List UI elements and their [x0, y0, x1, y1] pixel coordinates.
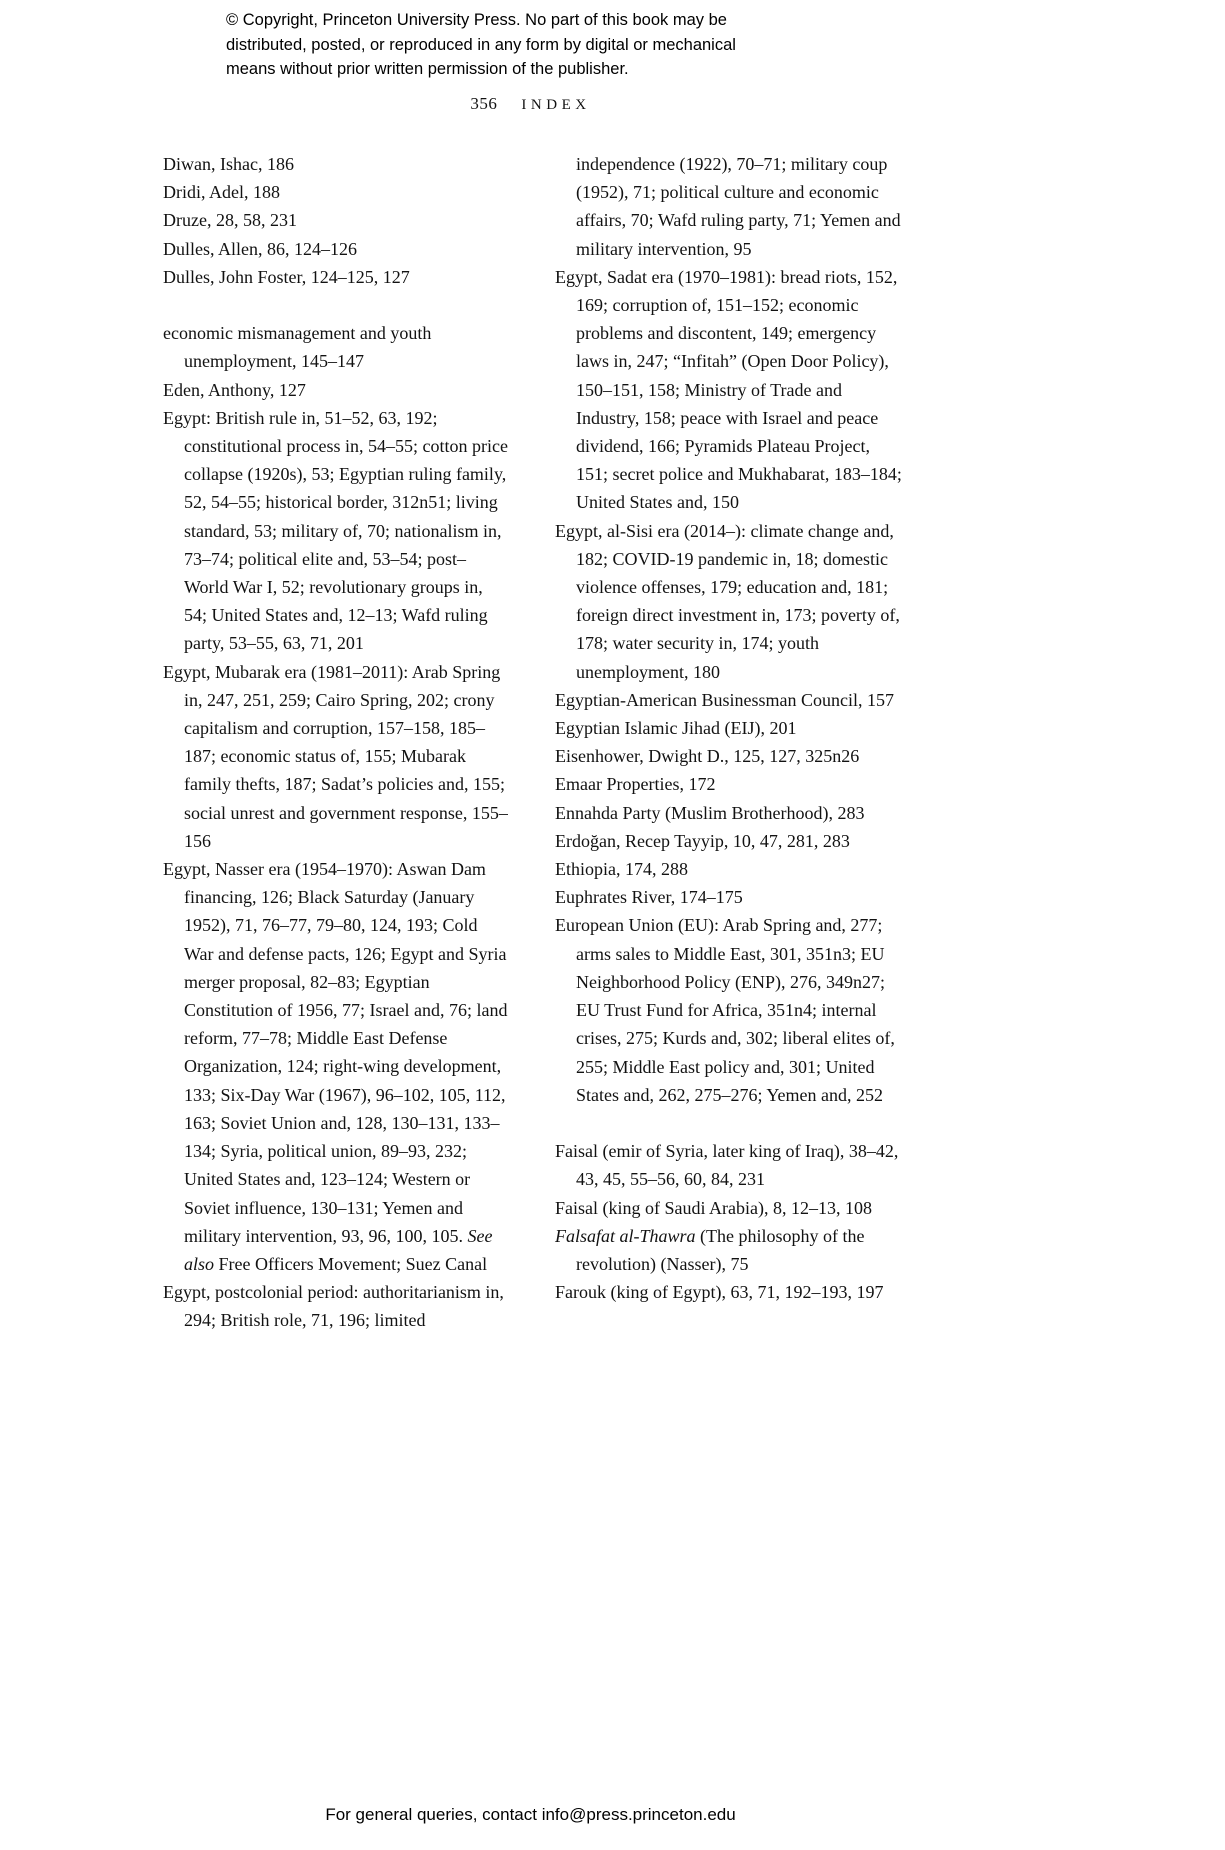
page-number: 356	[470, 94, 498, 113]
index-entry-text: Ennahda Party (Muslim Brotherhood), 283	[555, 802, 865, 823]
index-entry	[555, 855, 902, 883]
index-entry	[163, 658, 510, 855]
index-entry-text: Egyptian Islamic Jihad (EIJ), 201	[555, 718, 797, 739]
index-entry-text: Free Officers Movement; Suez Canal	[214, 1253, 488, 1274]
index-entry	[163, 178, 510, 206]
index-entry	[555, 1194, 902, 1222]
index-entry	[163, 319, 510, 375]
copyright-notice	[226, 8, 736, 82]
index-entry	[555, 883, 902, 911]
index-entry	[163, 376, 510, 404]
index-entry-text-italic: See also	[184, 1225, 493, 1274]
index-entry-text: Egypt: British rule in, 51–52, 63, 192; constitutional process in, 54–55; cotton price collapse (1920s), 53; Egyptian ruling family, 52, 54–55; historical border, 312n51; living standard, 53; military of, 70; nationalism in, 73–74; political elite and, 53–54; post–World War I, 52; revolutionary groups in, 54; United States and, 12–13; Wafd ruling party, 53–55, 63, 71, 201	[163, 407, 508, 654]
index-entry	[555, 911, 902, 1108]
index-entry-text: Diwan, Ishac, 186	[163, 154, 294, 174]
index-entry-text: Faisal (emir of Syria, later king of Iraq), 38–42, 43, 45, 55–56, 60, 84, 231	[555, 1141, 899, 1190]
index-entry-text: European Union (EU): Arab Spring and, 277; arms sales to Middle East, 301, 351n3; EU Neighborhood Policy (ENP), 276, 349n27; EU Trust Fund for Africa, 351n4; internal crises, 275; Kurds and, 302; liberal elites of, 255; Middle East policy and, 301; United States and, 262, 275–276; Yemen and, 252	[555, 915, 895, 1105]
index-entry-text: Dridi, Adel, 188	[163, 182, 280, 203]
index-entry-text: Faisal (king of Saudi Arabia), 8, 12–13, 108	[555, 1197, 872, 1218]
index-entry	[163, 206, 510, 234]
index-entry	[555, 770, 902, 798]
index-entry	[163, 1278, 510, 1334]
copyright-line-2: distributed, posted, or reproduced in any form by digital or mechanical	[226, 35, 736, 54]
index-entry-text: Dulles, John Foster, 124–125, 127	[163, 266, 410, 287]
index-entry	[555, 263, 902, 517]
index-entry	[555, 714, 902, 742]
index-column-right	[555, 150, 902, 1335]
index-entry-text: (The philosophy of the revolution) (Nasser), 75	[576, 1225, 865, 1274]
index-entry-text: Eden, Anthony, 127	[163, 379, 306, 400]
index-column-left	[163, 150, 510, 1335]
index-entry	[163, 235, 510, 263]
index-entry-text: Eisenhower, Dwight D., 125, 127, 325n26	[555, 746, 860, 767]
copyright-line-1: © Copyright, Princeton University Press. No part of this book may be	[226, 11, 727, 29]
index-entry-text: Emaar Properties, 172	[555, 774, 716, 795]
index-entry	[555, 827, 902, 855]
index-entry	[555, 742, 902, 770]
index-entry	[555, 1222, 902, 1278]
index-entry-text: Egyptian-American Businessman Council, 157	[555, 689, 894, 710]
copyright-line-3: means without prior written permission of the publisher.	[226, 60, 629, 78]
index-entry	[555, 150, 902, 263]
index-heading: INDEX	[521, 97, 591, 113]
index-entry-text: economic mismanagement and youth unemployment, 145–147	[163, 323, 432, 372]
index-entry	[163, 855, 510, 1278]
index-entry-text: independence (1922), 70–71; military coup (1952), 71; political culture and economic affairs, 70; Wafd ruling party, 71; Yemen and military intervention, 95	[576, 154, 901, 259]
index-entry-text: Egypt, al-Sisi era (2014–): climate change and, 182; COVID-19 pandemic in, 18; domestic violence offenses, 179; education and, 181; foreign direct investment in, 173; poverty of, 178; water security in, 174; youth unemployment, 180	[555, 520, 900, 682]
index-entry-text: Egypt, Mubarak era (1981–2011): Arab Spring in, 247, 251, 259; Cairo Spring, 202; crony capitalism and corruption, 157–158, 185–187; economic status of, 155; Mubarak family thefts, 187; Sadat’s policies and, 155; social unrest and government response, 155–156	[163, 661, 508, 851]
index-entry-text: Erdoğan, Recep Tayyip, 10, 47, 281, 283	[555, 830, 850, 851]
index-entry	[163, 263, 510, 291]
index-entry-text: Ethiopia, 174, 288	[555, 859, 688, 880]
index-entry	[555, 686, 902, 714]
index-entry	[555, 517, 902, 686]
index-entry-text: Egypt, Sadat era (1970–1981): bread riots, 152, 169; corruption of, 151–152; economic problems and discontent, 149; emergency laws in, 247; “Infitah” (Open Door Policy), 150–151, 158; Ministry of Trade and Industry, 158; peace with Israel and peace dividend, 166; Pyramids Plateau Project, 151; secret police and Mukhabarat, 183–184; United States and, 150	[555, 266, 902, 513]
footer-contact: For general queries, contact info@press.princeton.edu	[325, 1805, 736, 1824]
index-entry	[555, 1137, 902, 1193]
page-header	[163, 94, 898, 114]
index-entry	[163, 404, 510, 658]
index-entry	[163, 150, 510, 178]
index-entry-text: Egypt, postcolonial period: authoritarianism in, 294; British role, 71, 196; limited	[163, 1282, 504, 1331]
index-entry-text: Egypt, Nasser era (1954–1970): Aswan Dam financing, 126; Black Saturday (January 1952), 71, 76–77, 79–80, 124, 193; Cold War and defense pacts, 126; Egypt and Syria merger proposal, 82–83; Egyptian Constitution of 1956, 77; Israel and, 76; land reform, 77–78; Middle East Defense Organization, 124; right-wing development, 133; Six-Day War (1967), 96–102, 105, 112, 163; Soviet Union and, 128, 130–131, 133–134; Syria, political union, 89–93, 232; United States and, 123–124; Western or Soviet influence, 130–131; Yemen and military intervention, 93, 96, 100, 105.	[163, 859, 508, 1246]
index-columns	[163, 150, 903, 1335]
index-entry-text-italic: Falsafat al-Thawra	[555, 1225, 696, 1246]
index-entry-text: Euphrates River, 174–175	[555, 887, 743, 908]
index-entry	[555, 799, 902, 827]
index-entry	[555, 1278, 902, 1306]
index-entry-text: Farouk (king of Egypt), 63, 71, 192–193, 197	[555, 1282, 884, 1303]
index-entry-text: Druze, 28, 58, 231	[163, 210, 297, 231]
index-entry-text: Dulles, Allen, 86, 124–126	[163, 238, 357, 259]
